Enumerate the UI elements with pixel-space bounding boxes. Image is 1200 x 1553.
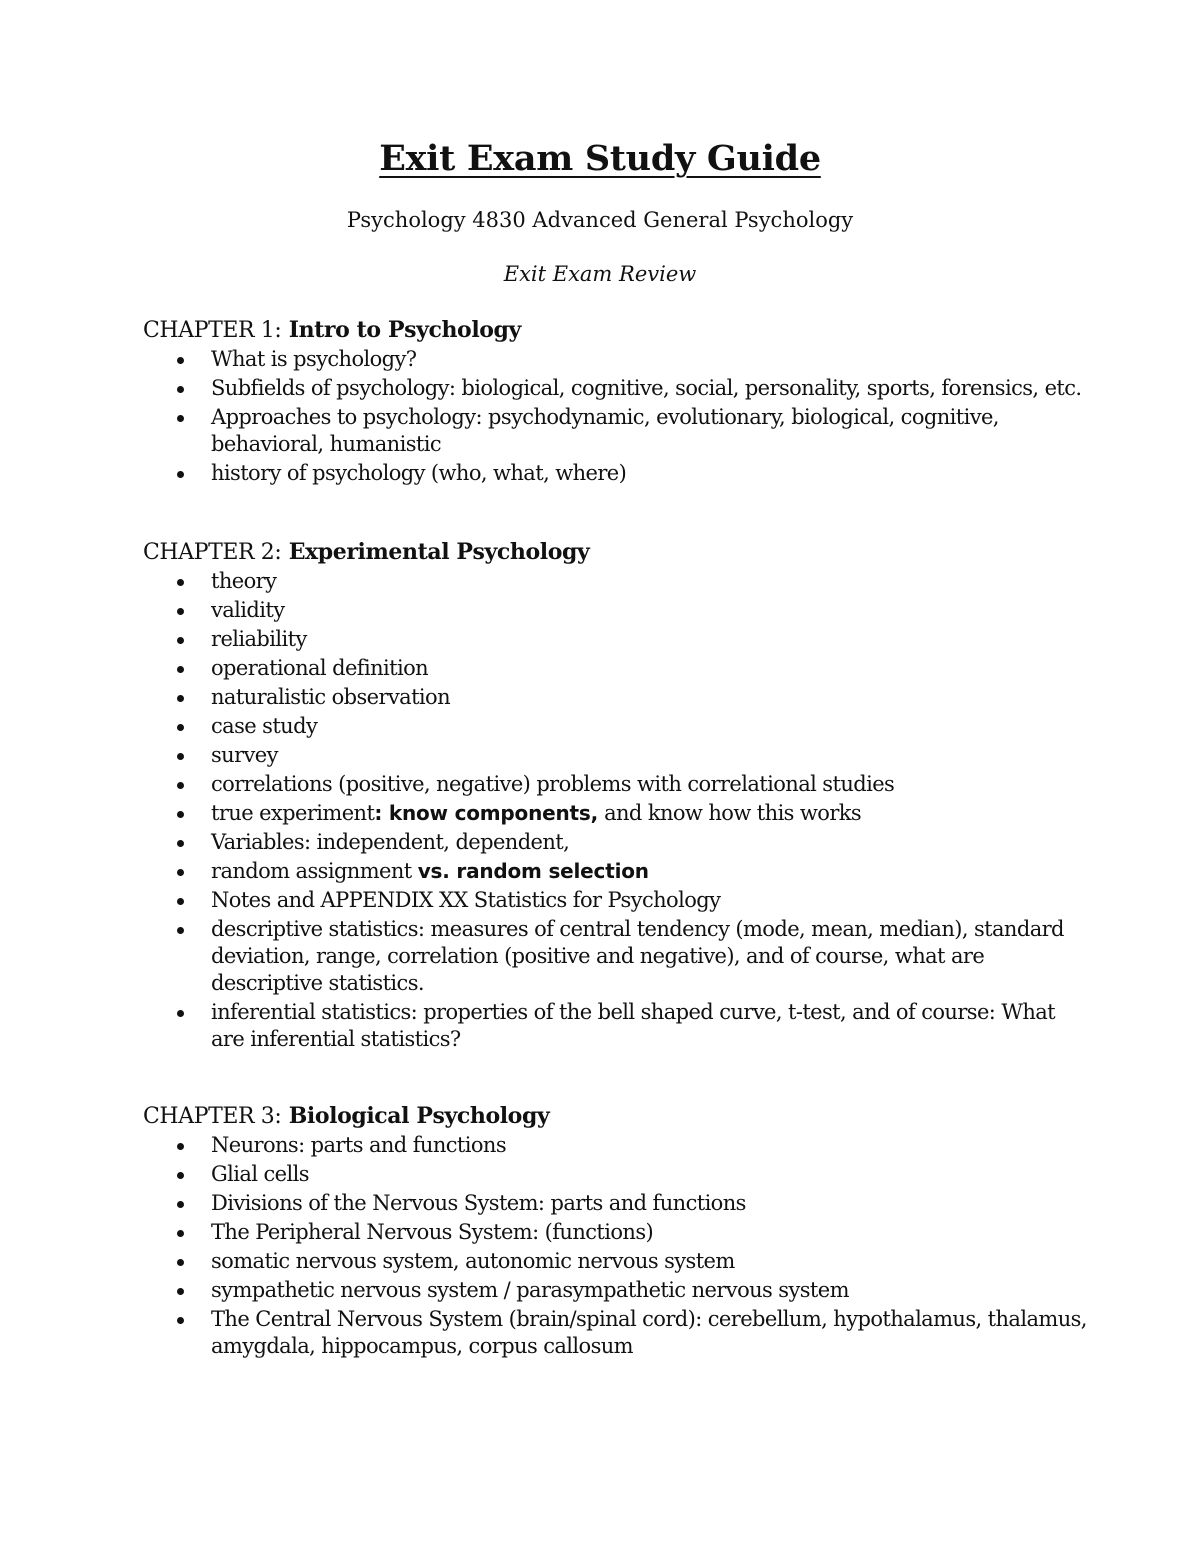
list-item: somatic nervous system, autonomic nervous system [143, 1248, 1091, 1275]
bullet-icon [177, 811, 184, 818]
list-item: validity [143, 597, 1091, 624]
bullet-icon [177, 415, 184, 422]
chapter-2-heading [143, 537, 1103, 568]
bullet-icon [177, 898, 184, 905]
bullet-icon [177, 869, 184, 876]
bullet-icon [177, 608, 184, 615]
list-item: case study [143, 713, 1091, 740]
chapter-2-title: Experimental Psychology [288, 539, 590, 565]
list-item: correlations (positive, negative) problems with correlational studies [143, 771, 1091, 798]
chapter-1-title: Intro to Psychology [288, 317, 521, 343]
chapter-2-label: CHAPTER 2: [143, 540, 282, 565]
list-item: Approaches to psychology: psychodynamic, evolutionary, biological, cognitive, behavioral, humanistic [143, 404, 1091, 458]
bullet-icon [177, 386, 184, 393]
list-item: descriptive statistics: measures of central tendency (mode, mean, median), standard deviation, range, correlation (positive and negative), and of course, what are descriptive statistics. [143, 916, 1091, 997]
bullet-icon [177, 579, 184, 586]
bullet-icon [177, 1201, 184, 1208]
list-item: The Peripheral Nervous System: (functions) [143, 1219, 1091, 1246]
chapter-3-heading [143, 1101, 1103, 1132]
chapter-3-list [143, 1132, 1103, 1360]
chapter-2-list [143, 568, 1103, 1053]
bullet-icon [177, 753, 184, 760]
list-item: The Central Nervous System (brain/spinal cord): cerebellum, hypothalamus, thalamus, amygdala, hippocampus, corpus callosum [143, 1306, 1091, 1360]
bullet-icon [177, 1143, 184, 1150]
list-item: operational definition [143, 655, 1091, 682]
chapter-3-section [143, 1101, 1103, 1362]
list-item: theory [143, 568, 1091, 595]
bullet-icon [177, 357, 184, 364]
chapter-2-section [143, 537, 1103, 1055]
chapter-1-heading [143, 315, 1103, 346]
chapter-3-label: CHAPTER 3: [143, 1104, 282, 1129]
list-item: naturalistic observation [143, 684, 1091, 711]
list-item: Divisions of the Nervous System: parts and functions [143, 1190, 1091, 1217]
bullet-icon [177, 695, 184, 702]
bullet-icon [177, 840, 184, 847]
list-item: inferential statistics: properties of the bell shaped curve, t-test, and of course: What are inferential statistics? [143, 999, 1091, 1053]
chapter-1-section [143, 315, 1103, 489]
bullet-icon [177, 927, 184, 934]
bullet-icon [177, 1288, 184, 1295]
bullet-icon [177, 1172, 184, 1179]
list-item: Subfields of psychology: biological, cognitive, social, personality, sports, forensics, etc. [143, 375, 1091, 402]
list-item: reliability [143, 626, 1091, 653]
review-label: Exit Exam Review [503, 262, 697, 286]
list-item: history of psychology (who, what, where) [143, 460, 1091, 487]
document-title: Exit Exam Study Guide [379, 138, 821, 179]
list-item-random-assignment: random assignment vs. random selection [143, 858, 1091, 885]
document-subtitle: Psychology 4830 Advanced General Psychology [346, 208, 854, 232]
bullet-icon [177, 1317, 184, 1324]
bullet-icon [177, 637, 184, 644]
list-item-true-experiment: true experiment: know components, and know how this works [143, 800, 1091, 827]
bullet-icon [177, 471, 184, 478]
list-item: What is psychology? [143, 346, 1091, 373]
list-item: Glial cells [143, 1161, 1091, 1188]
list-item: survey [143, 742, 1091, 769]
list-item: sympathetic nervous system / parasympathetic nervous system [143, 1277, 1091, 1304]
bullet-icon [177, 1259, 184, 1266]
list-item: Variables: independent, dependent, [143, 829, 1091, 856]
bullet-icon [177, 1230, 184, 1237]
chapter-1-label: CHAPTER 1: [143, 318, 282, 343]
chapter-3-title: Biological Psychology [288, 1103, 550, 1129]
bullet-icon [177, 666, 184, 673]
list-item: Neurons: parts and functions [143, 1132, 1091, 1159]
chapter-1-list [143, 346, 1103, 487]
bullet-icon [177, 724, 184, 731]
bullet-icon [177, 782, 184, 789]
bullet-icon [177, 1010, 184, 1017]
list-item: Notes and APPENDIX XX Statistics for Psychology [143, 887, 1091, 914]
